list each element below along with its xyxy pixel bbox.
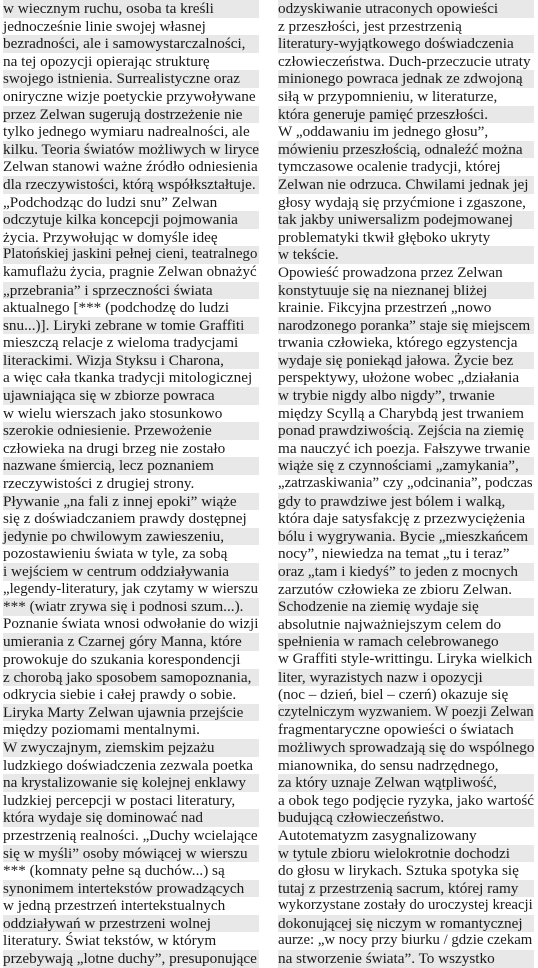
text-line: oniryczne wizje poetyckie przywoływane	[3, 87, 256, 105]
text-line: *** (komnaty pełne są duchów...) są	[3, 862, 225, 880]
text-line: bezradności, ale i samowystarczalności,	[3, 35, 259, 53]
text-line: siłą w przypomnieniu, w literaturze,	[278, 87, 498, 105]
text-line: między Scyllą a Charybdą jest trwaniem	[278, 404, 524, 422]
text-line: kamuflażu życia, pragnie Zelwan obnażyć	[3, 263, 257, 280]
text-line: literatury. Świat tekstów, w którym	[3, 932, 217, 950]
text-line: i wejściem w centrum oddziaływania	[3, 563, 259, 581]
text-line: spełnienia w ramach celebrowanego	[278, 633, 534, 651]
text-line: Opowieść prowadzona przez Zelwan	[278, 263, 503, 281]
text-line: w wielu wierszach jako stosunkowo	[3, 404, 223, 422]
text-line: nazwane śmiercią, lecz poznaniem	[3, 457, 259, 475]
text-line: snu...)]. Liryki zebrane w tomie Graffiti	[3, 317, 259, 335]
text-line: odzyskiwanie utraconych opowieści	[278, 0, 534, 18]
text-line: „przebrania” i sprzeczności świata	[3, 282, 259, 300]
text-line: za który uznaje Zelwan wątpliwość,	[278, 774, 534, 792]
text-line: Zelwan nie odrzuca. Chwilami jednak jej	[278, 176, 534, 194]
text-line: aktualnego [*** (podchodzę do ludzi	[3, 299, 230, 317]
text-line: dokonującej się niczym w romantycznej	[278, 915, 534, 933]
text-line: budującą człowieczeństwo.	[278, 809, 534, 827]
text-line: szerokie odniesienie. Przewożenie	[3, 422, 259, 440]
text-line: się z doświadczaniem prawdy dostępnej	[3, 510, 247, 528]
text-line: swojego istnienia. Surrealistyczne oraz	[3, 70, 259, 88]
text-line: Schodzenie na ziemię wydaje się	[278, 598, 534, 616]
text-line: a obok tego podjęcie ryzyka, jako wartość	[278, 791, 534, 809]
text-line: W „oddawaniu im jednego głosu”,	[278, 123, 489, 141]
right-text-column	[278, 0, 535, 968]
two-column-layout	[3, 0, 535, 968]
text-line: Autotematyzm zasygnalizowany	[278, 826, 477, 844]
text-line: bólu i wygrywania. Bycie „mieszkańcem	[278, 528, 534, 546]
text-line: oraz „tam i kiedyś” to jeden z mocnych	[278, 563, 534, 581]
text-line: ma nauczyć ich poezja. Fałszywe trwanie	[278, 439, 531, 457]
text-line: mianownika, do sensu nadrzędnego,	[278, 756, 499, 774]
text-line: narodzonego poranka” staje się miejscem	[278, 317, 534, 335]
text-line: absolutnie najważniejszym celem do	[278, 615, 502, 633]
text-line: mieszczą relacje z wieloma tradycjami	[3, 334, 239, 352]
text-line: Platońskiej jaskini pełnej cieni, teatralnego	[3, 246, 258, 263]
text-line: nocy”, niewiedza na temat „tu i teraz”	[278, 545, 510, 563]
text-line: która daje satysfakcję z przezwyciężenia	[278, 510, 526, 528]
text-line: tak jakby uniwersalizm podejmowanej	[278, 211, 534, 229]
text-line: tylko jednego wymiaru nadrealności, ale	[3, 123, 250, 141]
text-line: na krystalizowanie się kolejnej enklawy	[3, 774, 259, 792]
text-line: „legendy-literatury, jak czytamy w wierszu	[3, 580, 259, 597]
text-line: wykorzystane zostały do uroczystej kreacji	[278, 897, 533, 914]
text-line: w tytule zbioru wielokrotnie dochodzi	[278, 845, 534, 863]
text-line: człowieka na drugi brzeg nie zostało	[3, 439, 226, 457]
text-line: pozostawieniu świata w tyle, za sobą	[3, 545, 228, 563]
text-line: ludzkiego doświadczenia zezwala poetka	[3, 756, 254, 774]
text-line: Poznanie świata wnosi odwołanie do wizji	[3, 615, 259, 632]
text-line: tutaj z przestrzenią sacrum, której ramy	[278, 880, 534, 898]
text-line: ludzkiej percepcji w postaci literatury,	[3, 791, 236, 809]
text-line: do głosu w lirykach. Sztuka spotyka się	[278, 862, 519, 880]
text-line: minionego powraca jednak ze zdwojoną	[278, 70, 534, 88]
text-line: *** (wiatr zrywa się i podnosi szum...).	[3, 598, 259, 616]
text-line: Zelwan stanowi ważne źródło odniesienia	[3, 158, 258, 176]
text-line: a więc cała tkanka tradycji mitologicznej	[3, 369, 253, 387]
text-line: w tekście.	[278, 246, 534, 264]
text-line: „zatrzaskiwania” czy „odcinania”, podczas	[278, 475, 533, 492]
text-line: literackimi. Wizja Styksu i Charona,	[3, 352, 259, 370]
text-line: między poziomami mentalnymi.	[3, 721, 200, 739]
text-line: mówieniu przeszłością, odnaleźć można	[278, 141, 534, 159]
text-line: literatury-wyjątkowego doświadczenia	[278, 35, 534, 53]
text-line: aurze: „w nocy przy biurku / gdzie czekam	[278, 932, 533, 949]
text-line: na tej opozycji opierając strukturę	[3, 52, 210, 70]
text-line: oddziaływań w przestrzeni wolnej	[3, 915, 259, 933]
text-line: w jedną przestrzeń intertekstualnych	[3, 897, 226, 915]
text-line: gdy to prawdziwe jest bólem i walką,	[278, 493, 534, 511]
text-line: Liryka Marty Zelwan ujawnia przejście	[3, 704, 259, 722]
text-line: z przeszłości, jest przestrzenią	[278, 17, 462, 35]
text-line: jednocześnie linie swojej własnej	[3, 17, 206, 35]
text-line: odkrycia siebie i całej prawdy o sobie.	[3, 686, 237, 704]
text-line: w trybie nigdy albo nigdy”, trwanie	[278, 387, 534, 405]
text-line: która wydaje się dominować nad	[3, 809, 259, 827]
text-line: która generuje pamięć przeszłości.	[278, 106, 534, 124]
text-line: W zwyczajnym, ziemskim pejzażu	[3, 739, 259, 757]
text-line: przestrzenią realności. „Duchy wcielające	[3, 826, 258, 844]
text-line: synonimem intertekstów prowadzących	[3, 880, 259, 898]
text-line: przebywają „lotne duchy”, presuponujące	[3, 950, 259, 968]
text-line: w Graffiti style-writtingu. Liryka wielkich	[278, 650, 533, 667]
text-line: się w myśli” osoby mówiącej w wierszu	[3, 845, 259, 863]
text-line: „Podchodząc do ludzi snu” Zelwan	[3, 193, 218, 211]
text-line: w wiecznym ruchu, osoba ta kreśli	[3, 0, 259, 18]
text-line: rzeczywistości z drugiej strony.	[3, 475, 195, 493]
text-line: liter, wyrazistych nazw i opozycji	[278, 669, 534, 687]
text-line: fragmentaryczne opowieści o światach	[278, 721, 514, 739]
text-line: głosy wydają się przyćmione i zgaszone,	[278, 193, 526, 211]
text-line: kilku. Teoria światów możliwych w liryce	[3, 140, 259, 158]
text-line: jedynie po chwilowym zawieszeniu,	[3, 528, 259, 546]
text-line: perspektywy, ułożone wobec „działania	[278, 369, 520, 387]
text-line: czytelniczym wyzwaniem. W poezji Zelwan	[278, 703, 534, 720]
text-line: krainie. Fikcyjna przestrzeń „nowo	[278, 299, 492, 317]
text-line: wydaje się poniekąd jałowa. Życie bez	[278, 352, 534, 370]
text-line: zarzutów człowieka ze zbioru Zelwan.	[278, 580, 513, 598]
text-line: wiąże się z czynnościami „zamykania”,	[278, 457, 534, 475]
text-line: problematyki tkwił głęboko ukryty	[278, 228, 491, 246]
text-line: możliwych sprowadzają się do wspólnego	[278, 738, 535, 756]
text-line: odczytuje kilka koncepcji pojmowania	[3, 211, 259, 229]
text-line: ponad prawdziwością. Zejścia na ziemię	[278, 422, 534, 440]
text-line: na stworzenie świata”. To wszystko	[278, 950, 534, 968]
text-line: życia. Przywołując w domyśle ideę	[3, 228, 218, 246]
left-text-column	[3, 0, 259, 968]
text-line: umierania z Czarnej góry Manna, które	[3, 633, 259, 651]
text-line: ujawniająca się w zbiorze powraca	[3, 387, 259, 405]
text-line: z chorobą jako sposobem samopoznania,	[3, 669, 259, 687]
text-line: przez Zelwan sugerują dostrzeżenie nie	[3, 106, 259, 124]
text-line: Pływanie „na fali z innej epoki” wiąże	[3, 493, 259, 511]
text-line: (noc – dzień, biel – czerń) okazuje się	[278, 686, 509, 704]
text-line: prowokuje do szukania korespondencji	[3, 650, 241, 668]
text-line: tymczasowe ocalenie tradycji, której	[278, 158, 501, 176]
text-line: trwania człowieka, którego egzystencja	[278, 334, 518, 352]
text-line: konstytuuje się na nieznanej bliżej	[278, 282, 534, 300]
text-line: człowieczeństwa. Duch-przeczucie utraty	[278, 52, 531, 70]
text-line: dla rzeczywistości, którą współkształtuje.	[3, 176, 259, 194]
